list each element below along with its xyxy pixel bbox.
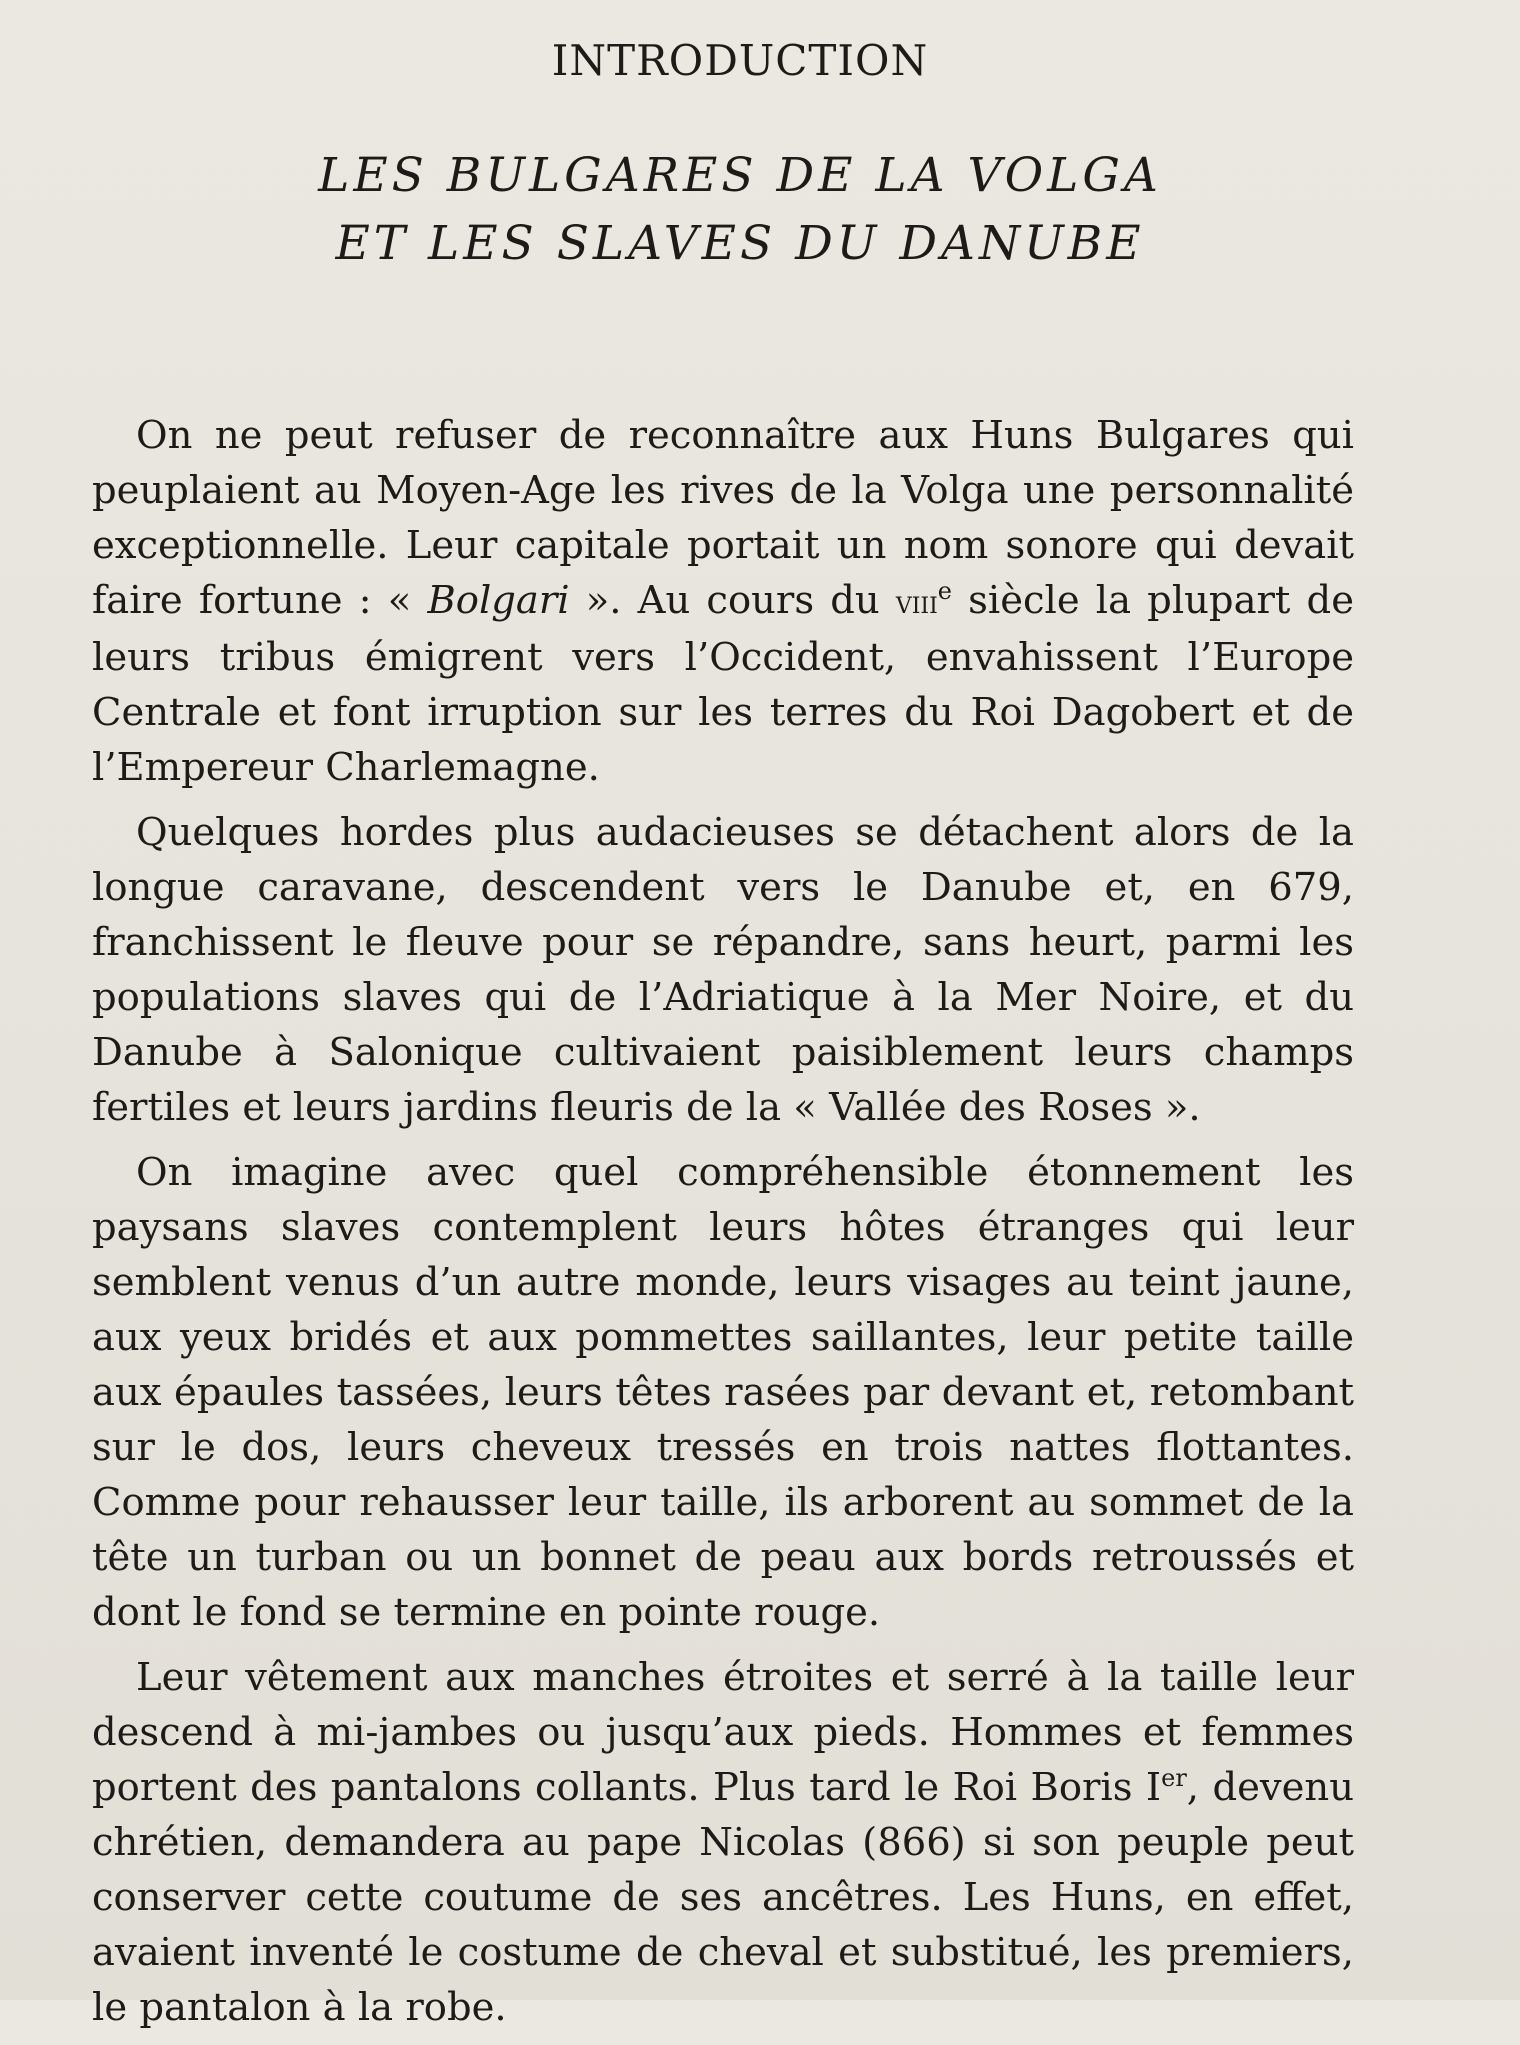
- paragraph-1: [92, 408, 1354, 795]
- century-superscript: e: [937, 577, 952, 605]
- ordinal-superscript: er: [1161, 1764, 1187, 1792]
- paragraph-1-text-b: ». Au cours du: [569, 578, 896, 623]
- paragraph-1-text-a: On ne peut refuser de reconnaître aux Huns Bulgares qui peuplaient au Moyen-Age les rives de la Volga une personnalité exceptionnelle. Leur capitale portait un nom sonore qui devait faire fortune : «: [92, 413, 1354, 623]
- paragraph-4: [92, 1650, 1354, 2035]
- body-text: [92, 408, 1354, 2045]
- century-numeral: viii: [895, 583, 938, 621]
- subtitle-line-1: LES BULGARES DE LA VOLGA: [318, 148, 1162, 203]
- paragraph-3: On imagine avec quel compréhensible étonnement les paysans slaves contemplent leurs hôtes étranges qui leur semblent venus d’un autre monde, leurs visages au teint jaune, aux yeux bridés et aux pommettes saillantes, leur petite taille aux épaules tassées, leurs têtes rasées par devant et, retombant sur le dos, leurs cheveux tressés en trois nattes flottantes. Comme pour rehausser leur taille, ils arborent au sommet de la tête un turban ou un bonnet de peau aux bords retroussés et dont le fond se termine en pointe rouge.: [92, 1150, 1354, 1635]
- paragraph-4-text-b: , devenu chrétien, demandera au pape Nicolas (866) si son peuple peut conserver cette coutume de ses ancêtres. Les Huns, en effet, avaient inventé le costume de cheval et substitué, les premiers, le pantalon à la robe.: [92, 1765, 1355, 2030]
- subtitle-line-2: ET LES SLAVES DU DANUBE: [335, 216, 1145, 271]
- paragraph-2: Quelques hordes plus audacieuses se détachent alors de la longue caravane, descendent vers le Danube et, en 679, franchissent le fleuve pour se répandre, sans heurt, parmi les populations slaves qui de l’Adriatique à la Mer Noire, et du Danube à Salonique cultivaient paisiblement leurs champs fertiles et leurs jardins fleuris de la « Vallée des Roses ».: [92, 810, 1354, 1130]
- bolgari-italic: Bolgari: [427, 578, 570, 623]
- paragraph-4-text-a: Leur vêtement aux manches étroites et serré à la taille leur descend à mi-jambes ou jusqu’aux pieds. Hommes et femmes portent des pantalons collants. Plus tard le Roi Boris I: [92, 1655, 1354, 1810]
- paragraph-1-text-c: siècle la plupart de leurs tribus émigrent vers l’Occident, envahissent l’Europe Centrale et font irruption sur les terres du Roi Dagobert et de l’Empereur Charlemagne.: [92, 578, 1354, 790]
- chapter-title: INTRODUCTION: [551, 36, 929, 85]
- chapter-subtitle: [0, 142, 1480, 278]
